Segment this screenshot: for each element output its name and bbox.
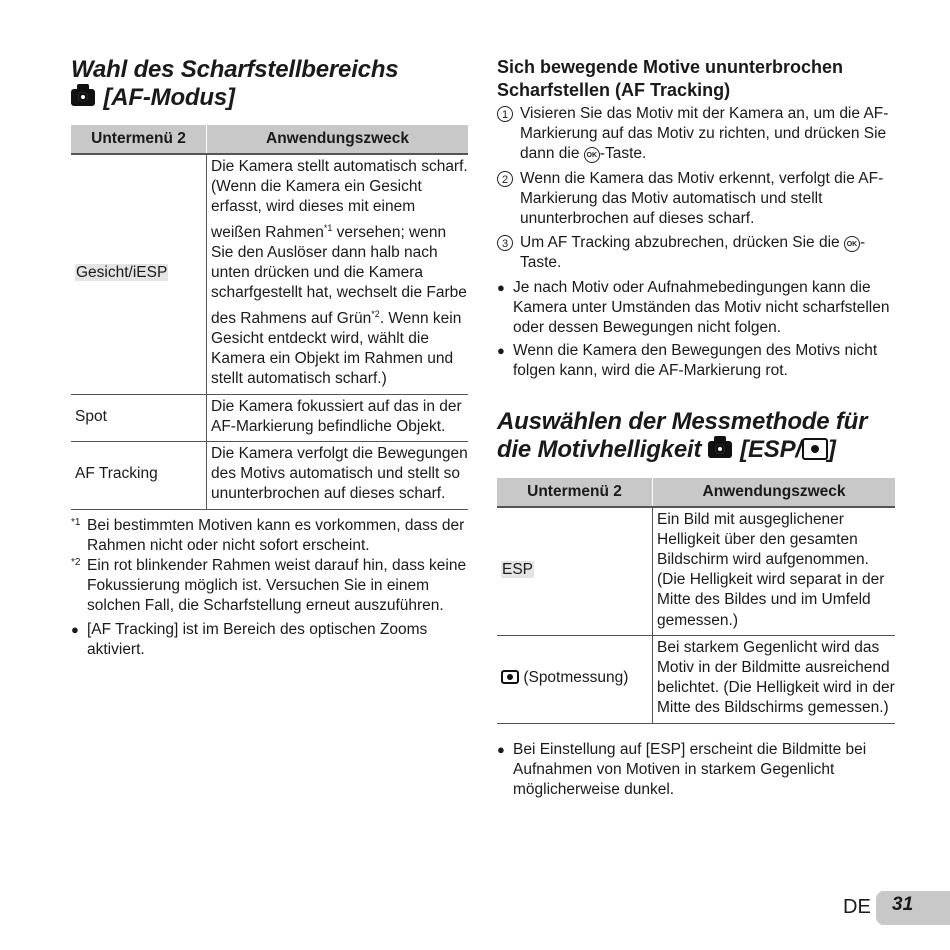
camera-icon	[708, 441, 732, 458]
step-number: 2	[497, 171, 513, 187]
footnotes	[71, 516, 468, 616]
spot-metering-icon	[501, 670, 519, 684]
step-item	[497, 169, 895, 230]
metering-table	[497, 478, 895, 724]
table-cell: Die Kamera fokussiert auf das in der AF-Markierung befindliche Objekt.	[207, 394, 469, 441]
footnote	[71, 556, 468, 616]
row-name: ESP	[502, 561, 534, 579]
desc-text: Die Kamera stellt automatisch scharf. (Wenn die Kamera ein Gesicht erfasst, wird dieses mit einem weißen Rahmen	[211, 158, 468, 241]
step-item	[497, 233, 895, 273]
table-cell	[71, 154, 207, 394]
footnote-mark: *1	[71, 516, 81, 528]
title-line1: Wahl des Scharfstellbereichs	[71, 56, 399, 83]
step-text: Um AF Tracking abzubrechen, drücken Sie die	[520, 234, 844, 252]
row-name: (Spotmessung)	[523, 669, 629, 687]
camera-icon	[71, 89, 95, 106]
footnote-text: Ein rot blinkender Rahmen weist darauf hin, dass keine Fokussierung möglich ist. Versuchen Sie in einem solchen Fall, die Scharfstellung erneut auszuführen.	[87, 556, 467, 614]
table-cell: Die Kamera verfolgt die Bewegungen des Motivs automatisch und stellt so ununterbrochen auf dieses scharf.	[207, 441, 469, 509]
af-mode-table	[71, 125, 468, 510]
table-cell	[207, 154, 469, 394]
title-line2: die Motivhelligkeit	[497, 435, 702, 463]
section-heading: Sich bewegende Motive ununterbrochen Scharfstellen (AF Tracking)	[497, 57, 844, 100]
left-column	[71, 56, 468, 660]
table-row	[71, 394, 468, 441]
bullet-note: ● Wenn die Kamera den Bewegungen des Motivs nicht folgen kann, wird die AF-Markierung rot.	[497, 341, 895, 381]
table-cell: AF Tracking	[71, 441, 207, 509]
title-line2: [ESP/	[740, 435, 802, 463]
table-cell: Bei starkem Gegenlicht wird das Motiv in der Bildmitte ausreichend belichtet. (Die Helligkeit wird in der Mitte des Bildschirms gemessen.)	[653, 635, 896, 723]
title-line2: [AF-Modus]	[103, 84, 235, 111]
step-text: -Taste.	[520, 234, 866, 272]
desc-text: versehen; wenn Sie den Auslöser dann halb nach unten drücken und die Kamera scharfgestellt hat, wechselt die Farbe des Rahmens auf Grün	[211, 223, 467, 327]
title-line1: Auswählen der Messmethode für	[497, 407, 868, 435]
footnote-mark: *2	[71, 556, 81, 568]
step-number: 1	[497, 106, 513, 122]
footnote-text: Bei bestimmten Motiven kann es vorkommen, dass der Rahmen nicht oder nicht sofort erscheint.	[87, 516, 465, 554]
step-item	[497, 104, 895, 165]
language-label: DE	[843, 896, 871, 918]
step-text: Wenn die Kamera das Motiv erkennt, verfolgt die AF-Markierung das Motiv automatisch und stellt ununterbrochen auf dieses scharf.	[520, 169, 884, 228]
step-text: Visieren Sie das Motiv mit der Kamera an, um die AF-Markierung auf das Motiv zu richten, und drücken Sie dann die	[520, 105, 889, 163]
table-header: Untermenü 2	[71, 125, 207, 154]
footnote-ref: *1	[323, 222, 333, 233]
bullet-note: ● Bei Einstellung auf [ESP] erscheint die Bildmitte bei Aufnahmen von Motiven in starkem Gegenlicht möglicherweise dunkel.	[497, 740, 895, 801]
table-row	[497, 635, 895, 723]
right-column	[497, 56, 895, 800]
step-text: -Taste.	[599, 145, 647, 163]
table-header: Anwendungszweck	[653, 478, 896, 507]
desc-text: . Wenn kein Gesicht entdeckt wird, wählt die Kamera ein Objekt im Rahmen und stellt automatisch scharf.)	[211, 309, 462, 388]
footnote	[71, 516, 468, 556]
table-cell: Ein Bild mit ausgeglichener Helligkeit über den gesamten Bildschirm wird aufgenommen. (Die Helligkeit wird separat in der Mitte des Bildes und im Umfeld gemessen.)	[653, 507, 896, 636]
table-cell	[497, 635, 653, 723]
table-header: Untermenü 2	[497, 478, 653, 507]
bullet-note: ● [AF Tracking] ist im Bereich des optischen Zooms aktiviert.	[71, 620, 468, 660]
table-row	[71, 154, 468, 394]
table-row	[71, 441, 468, 509]
table-header: Anwendungszweck	[207, 125, 469, 154]
ok-button-icon: OK	[844, 236, 860, 252]
table-cell	[497, 507, 653, 636]
table-row	[497, 507, 895, 636]
footnote-ref: *2	[371, 308, 380, 319]
table-cell: Spot	[71, 394, 207, 441]
ok-button-icon: OK	[584, 147, 600, 163]
section-title	[497, 408, 895, 464]
spot-metering-icon	[802, 438, 828, 460]
bullet-note: ● Je nach Motiv oder Aufnahmebedingungen kann die Kamera unter Umständen das Motiv nicht scharfstellen oder dessen Bewegungen nicht folgen.	[497, 278, 895, 339]
steps-list	[497, 104, 895, 274]
title-line2: ]	[827, 435, 836, 463]
page-title	[71, 56, 468, 112]
page-number: 31	[892, 894, 914, 915]
row-name: Gesicht/iESP	[76, 264, 168, 282]
step-number: 3	[497, 235, 513, 251]
